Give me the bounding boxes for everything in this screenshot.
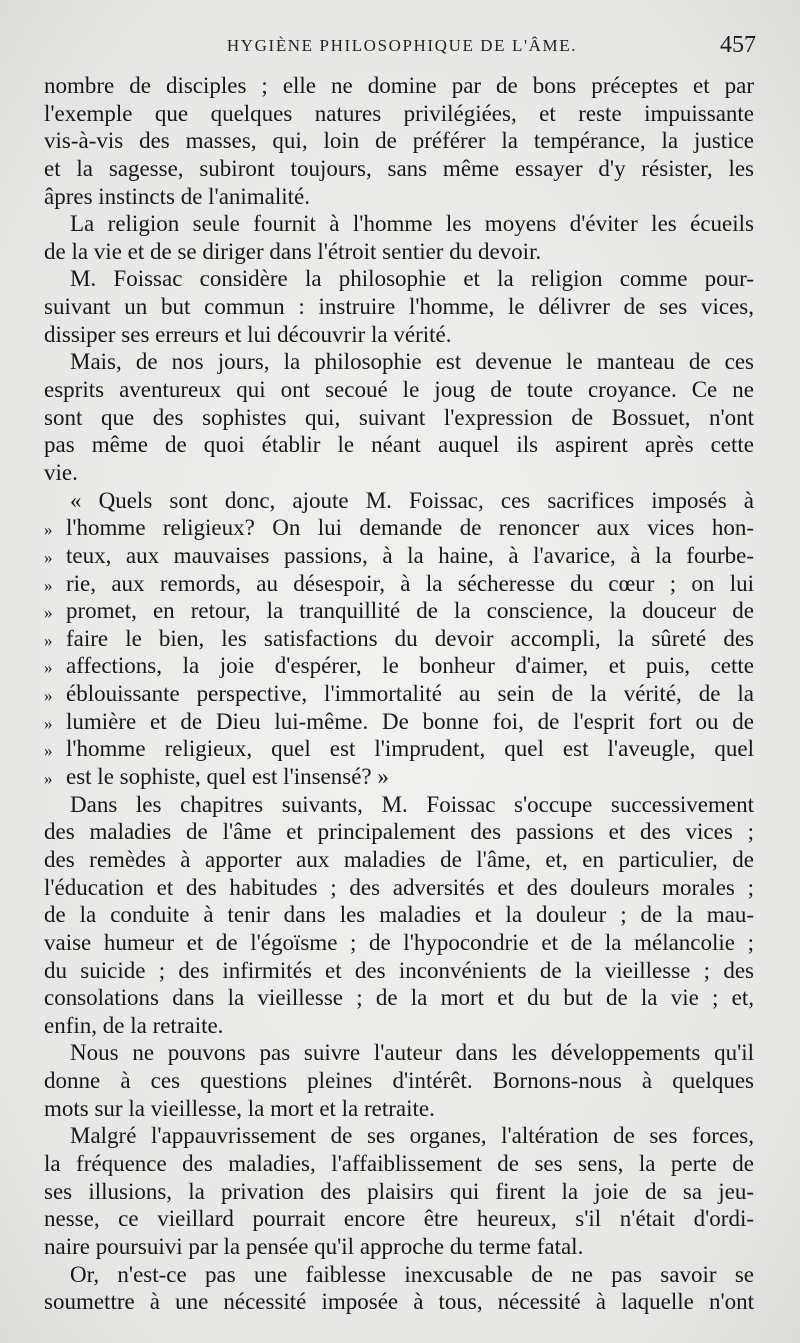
line-text: des maladies de l'âme et principalement des passions et des vices ; — [44, 819, 754, 845]
line-text: âpres instincts de l'animalité. — [44, 183, 311, 209]
text-line — [44, 1095, 754, 1123]
line-text: la fréquence des maladies, l'affaiblissement de ses sens, la perte de — [44, 1150, 754, 1176]
text-line — [44, 1122, 754, 1150]
line-text: M. Foissac considère la philosophie et la religion comme pour- — [70, 266, 754, 292]
line-text: « Quels sont donc, ajoute M. Foissac, ces sacrifices imposés à — [70, 487, 754, 513]
text-line — [44, 1233, 754, 1261]
line-text: naire poursuivi par la pensée qu'il approche du terme fatal. — [44, 1233, 584, 1259]
line-text: faire le bien, les satisfactions du devoir accompli, la sûreté des — [66, 625, 754, 651]
line-text: Malgré l'appauvrissement de ses organes, l'altération de ses forces, — [70, 1123, 754, 1149]
text-line — [44, 735, 754, 763]
line-text: soumettre à une nécessité imposée à tous, nécessité à laquelle n'ont — [44, 1289, 754, 1315]
quote-mark: » — [44, 547, 53, 567]
text-line — [44, 265, 754, 293]
text-line — [44, 708, 754, 736]
line-text: Nous ne pouvons pas suivre l'auteur dans les développements qu'il — [70, 1040, 754, 1066]
quote-mark: » — [44, 603, 53, 623]
line-text: de la vie et de se diriger dans l'étroit sentier du devoir. — [44, 238, 542, 264]
line-text: des remèdes à apporter aux maladies de l'âme, et, en particulier, de — [44, 846, 754, 872]
text-line — [44, 542, 754, 570]
text-line — [44, 652, 754, 680]
text-line — [44, 570, 754, 598]
line-text: Or, n'est-ce pas une faiblesse inexcusable de ne pas savoir se — [70, 1261, 754, 1287]
text-line — [44, 1178, 754, 1206]
text-line — [44, 514, 754, 542]
line-text: affections, la joie d'espérer, le bonheur d'aimer, et puis, cette — [66, 653, 754, 679]
text-line — [44, 1012, 754, 1040]
text-line — [44, 459, 754, 487]
text-line — [44, 1067, 754, 1095]
text-line — [44, 376, 754, 404]
text-line — [44, 791, 754, 819]
text-line — [44, 984, 754, 1012]
line-text: lumière et de Dieu lui-même. De bonne foi, de l'esprit fort ou de — [66, 708, 754, 734]
quote-mark: » — [44, 741, 53, 761]
line-text: du suicide ; des infirmités et des inconvénients de la vieillesse ; des — [44, 957, 754, 983]
text-line — [44, 127, 754, 155]
line-text: nombre de disciples ; elle ne domine par de bons préceptes et par — [44, 73, 754, 98]
page-number: 457 — [720, 32, 756, 58]
text-line — [44, 1039, 754, 1067]
quote-mark: » — [44, 658, 53, 678]
text-line — [44, 929, 754, 957]
line-text: rie, aux remords, au désespoir, à la sécheresse du cœur ; on lui — [66, 570, 754, 596]
line-text: sont que des sophistes qui, suivant l'expression de Bossuet, n'ont — [44, 404, 754, 430]
line-text: suivant un but commun : instruire l'homme, le délivrer de ses vices, — [44, 294, 754, 320]
text-line — [44, 1288, 754, 1316]
line-text: dissiper ses erreurs et lui découvrir la vérité. — [44, 321, 452, 347]
quote-mark: » — [44, 713, 53, 733]
text-line — [44, 487, 754, 515]
line-text: consolations dans la vieillesse ; de la mort et du but de la vie ; et, — [44, 985, 754, 1011]
line-text: l'homme religieux, quel est l'imprudent, quel est l'aveugle, quel — [66, 736, 754, 762]
line-text: est le sophiste, quel est l'insensé? » — [66, 764, 389, 790]
line-text: La religion seule fournit à l'homme les moyens d'éviter les écueils — [70, 211, 754, 237]
line-text: de la conduite à tenir dans les maladies et la douleur ; de la mau- — [44, 902, 754, 928]
text-line — [44, 680, 754, 708]
line-text: vaise humeur et de l'égoïsme ; de l'hypocondrie et de la mélancolie ; — [44, 929, 754, 955]
line-text: mots sur la vieillesse, la mort et la retraite. — [44, 1095, 435, 1121]
quote-mark: » — [44, 630, 53, 650]
line-text: l'éducation et des habitudes ; des adversités et des douleurs morales ; — [44, 874, 754, 900]
line-text: teux, aux mauvaises passions, à la haine, à l'avarice, à la fourbe- — [66, 542, 754, 568]
text-line — [44, 72, 754, 100]
line-text: l'homme religieux? On lui demande de renoncer aux vices hon- — [66, 515, 754, 541]
text-line — [44, 874, 754, 902]
text-line — [44, 100, 754, 128]
text-line — [44, 155, 754, 183]
line-text: éblouissante perspective, l'immortalité au sein de la vérité, de la — [66, 681, 754, 707]
text-line — [44, 431, 754, 459]
quote-mark: » — [44, 769, 53, 789]
line-text: enfin, de la retraite. — [44, 1012, 224, 1038]
text-line — [44, 238, 754, 266]
text-line — [44, 901, 754, 929]
line-text: vis-à-vis des masses, qui, loin de préférer la tempérance, la justice — [44, 128, 754, 154]
text-line — [44, 1261, 754, 1289]
text-line — [44, 1205, 754, 1233]
text-line — [44, 763, 754, 791]
text-line — [44, 625, 754, 653]
text-line — [44, 846, 754, 874]
quote-mark: » — [44, 575, 53, 595]
text-line — [44, 183, 754, 211]
line-text: Mais, de nos jours, la philosophie est devenue le manteau de ces — [70, 349, 754, 375]
text-line — [44, 404, 754, 432]
text-line — [44, 818, 754, 846]
line-text: vie. — [44, 459, 78, 485]
quote-mark: » — [44, 686, 53, 706]
line-text: Dans les chapitres suivants, M. Foissac s'occupe successivement — [70, 791, 754, 817]
text-line — [44, 597, 754, 625]
running-title: HYGIÈNE PHILOSOPHIQUE DE L'ÂME. — [226, 36, 578, 55]
text-line — [44, 348, 754, 376]
quote-mark: » — [44, 520, 53, 540]
line-text: l'exemple que quelques natures privilégiées, et reste impuissante — [44, 100, 754, 126]
line-text: nesse, ce vieillard pourrait encore être heureux, s'il n'était d'ordi- — [44, 1206, 754, 1232]
line-text: pas même de quoi établir le néant auquel ils aspirent après cette — [44, 432, 754, 458]
body-text — [44, 72, 754, 1316]
page-header — [44, 32, 760, 62]
text-line — [44, 293, 754, 321]
line-text: donne à ces questions pleines d'intérêt. Bornons-nous à quelques — [44, 1068, 754, 1094]
text-line — [44, 321, 754, 349]
text-line — [44, 957, 754, 985]
line-text: et la sagesse, subiront toujours, sans même essayer d'y résister, les — [44, 155, 754, 181]
text-line — [44, 1150, 754, 1178]
text-line — [44, 210, 754, 238]
line-text: promet, en retour, la tranquillité de la conscience, la douceur de — [66, 598, 754, 624]
line-text: esprits aventureux qui ont secoué le joug de toute croyance. Ce ne — [44, 377, 754, 403]
line-text: ses illusions, la privation des plaisirs qui firent la joie de sa jeu- — [44, 1178, 754, 1204]
